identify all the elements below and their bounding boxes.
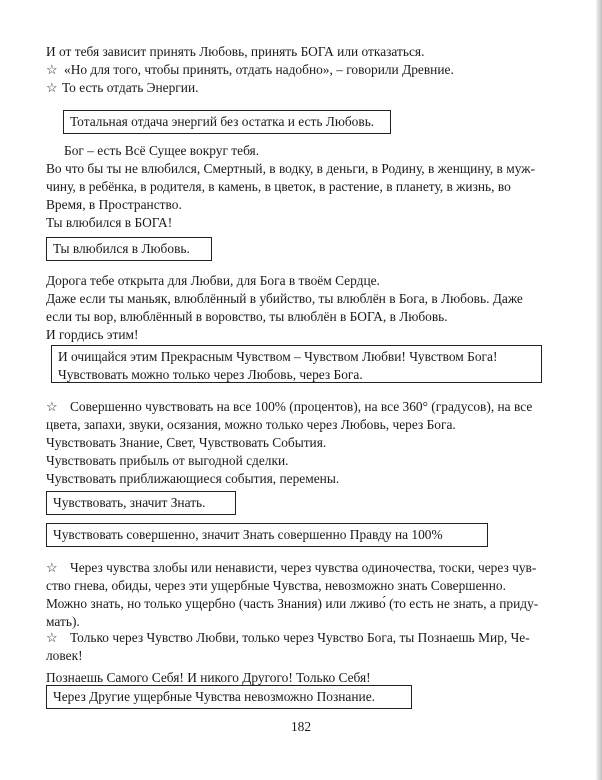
star-bullet-icon: ☆ — [46, 80, 58, 95]
framed-statement: Тотальная отдача энергий без остатка и есть Любовь. — [63, 110, 391, 134]
text-line: Во что бы ты не влюбился, Смертный, в водку, в деньги, в Родину, в женщину, в муж- — [46, 161, 535, 176]
text-line: Ты влюбился в БОГА! — [46, 215, 173, 230]
star-bullet-icon: ☆ — [46, 399, 58, 414]
framed-statement: Чувствовать, значит Знать. — [46, 491, 236, 515]
star-bullet-icon: ☆ — [46, 62, 58, 77]
star-bullet-icon: ☆ — [46, 560, 58, 575]
text-line: цвета, запахи, звуки, осязания, можно только через Любовь, через Бога. — [46, 417, 456, 432]
text-line: Чувствовать приближающиеся события, перемены. — [46, 471, 340, 486]
text-line: Можно знать, но только ущербно (часть Знания) или лживо́ (то есть не знать, а приду- — [46, 596, 539, 611]
page-number: 182 — [290, 719, 312, 734]
text-line: И от тебя зависит принять Любовь, принять БОГА или отказаться. — [46, 44, 425, 59]
text-line: мать). — [46, 614, 80, 629]
text-line: Через чувства злобы или ненависти, через чувства одиночества, тоски, через чув- — [70, 560, 537, 575]
text-line: чину, в ребёнка, в родителя, в камень, в цветок, в растение, в планету, в жизнь, во — [46, 179, 511, 194]
framed-statement: Чувствовать совершенно, значит Знать совершенно Правду на 100% — [46, 523, 488, 547]
framed-statement: Через Другие ущербные Чувства невозможно Познание. — [46, 685, 412, 709]
text-line: «Но для того, чтобы принять, отдать надобно», – говорили Древние. — [64, 62, 454, 77]
text-line: Дорога тебе открыта для Любви, для Бога в твоём Сердце. — [46, 273, 380, 288]
framed-statement: И очищайся этим Прекрасным Чувством – Чувством Любви! Чувством Бога! Чувствовать можно только через Любовь, через Бога. — [51, 345, 542, 383]
text-line: И гордись этим! — [46, 327, 139, 342]
text-line: Даже если ты маньяк, влюблённый в убийство, ты влюблён в Бога, в Любовь. Даже — [46, 291, 523, 306]
page-edge-shadow — [596, 0, 602, 780]
framed-statement: Ты влюбился в Любовь. — [46, 237, 212, 261]
text-line: Познаешь Самого Себя! И никого Другого! Только Себя! — [46, 670, 371, 685]
text-line: если ты вор, влюблённый в воровство, ты влюблён в БОГА, в Любовь. — [46, 309, 448, 324]
text-line: Только через Чувство Любви, только через Чувство Бога, ты Познаешь Мир, Че- — [70, 630, 530, 645]
text-line: Бог – есть Всё Сущее вокруг тебя. — [64, 143, 260, 158]
text-line: Чувствовать Знание, Свет, Чувствовать События. — [46, 435, 327, 450]
text-line: ство гнева, обиды, через эти ущербные Чувства, невозможно знать Совершенно. — [46, 578, 506, 593]
text-line: То есть отдать Энергии. — [62, 80, 199, 95]
text-line: Время, в Пространство. — [46, 197, 182, 212]
text-line: ловек! — [46, 648, 83, 663]
text-line: Совершенно чувствовать на все 100% (процентов), на все 360° (градусов), на все — [70, 399, 533, 414]
star-bullet-icon: ☆ — [46, 630, 58, 645]
text-line: Чувствовать прибыль от выгодной сделки. — [46, 453, 289, 468]
